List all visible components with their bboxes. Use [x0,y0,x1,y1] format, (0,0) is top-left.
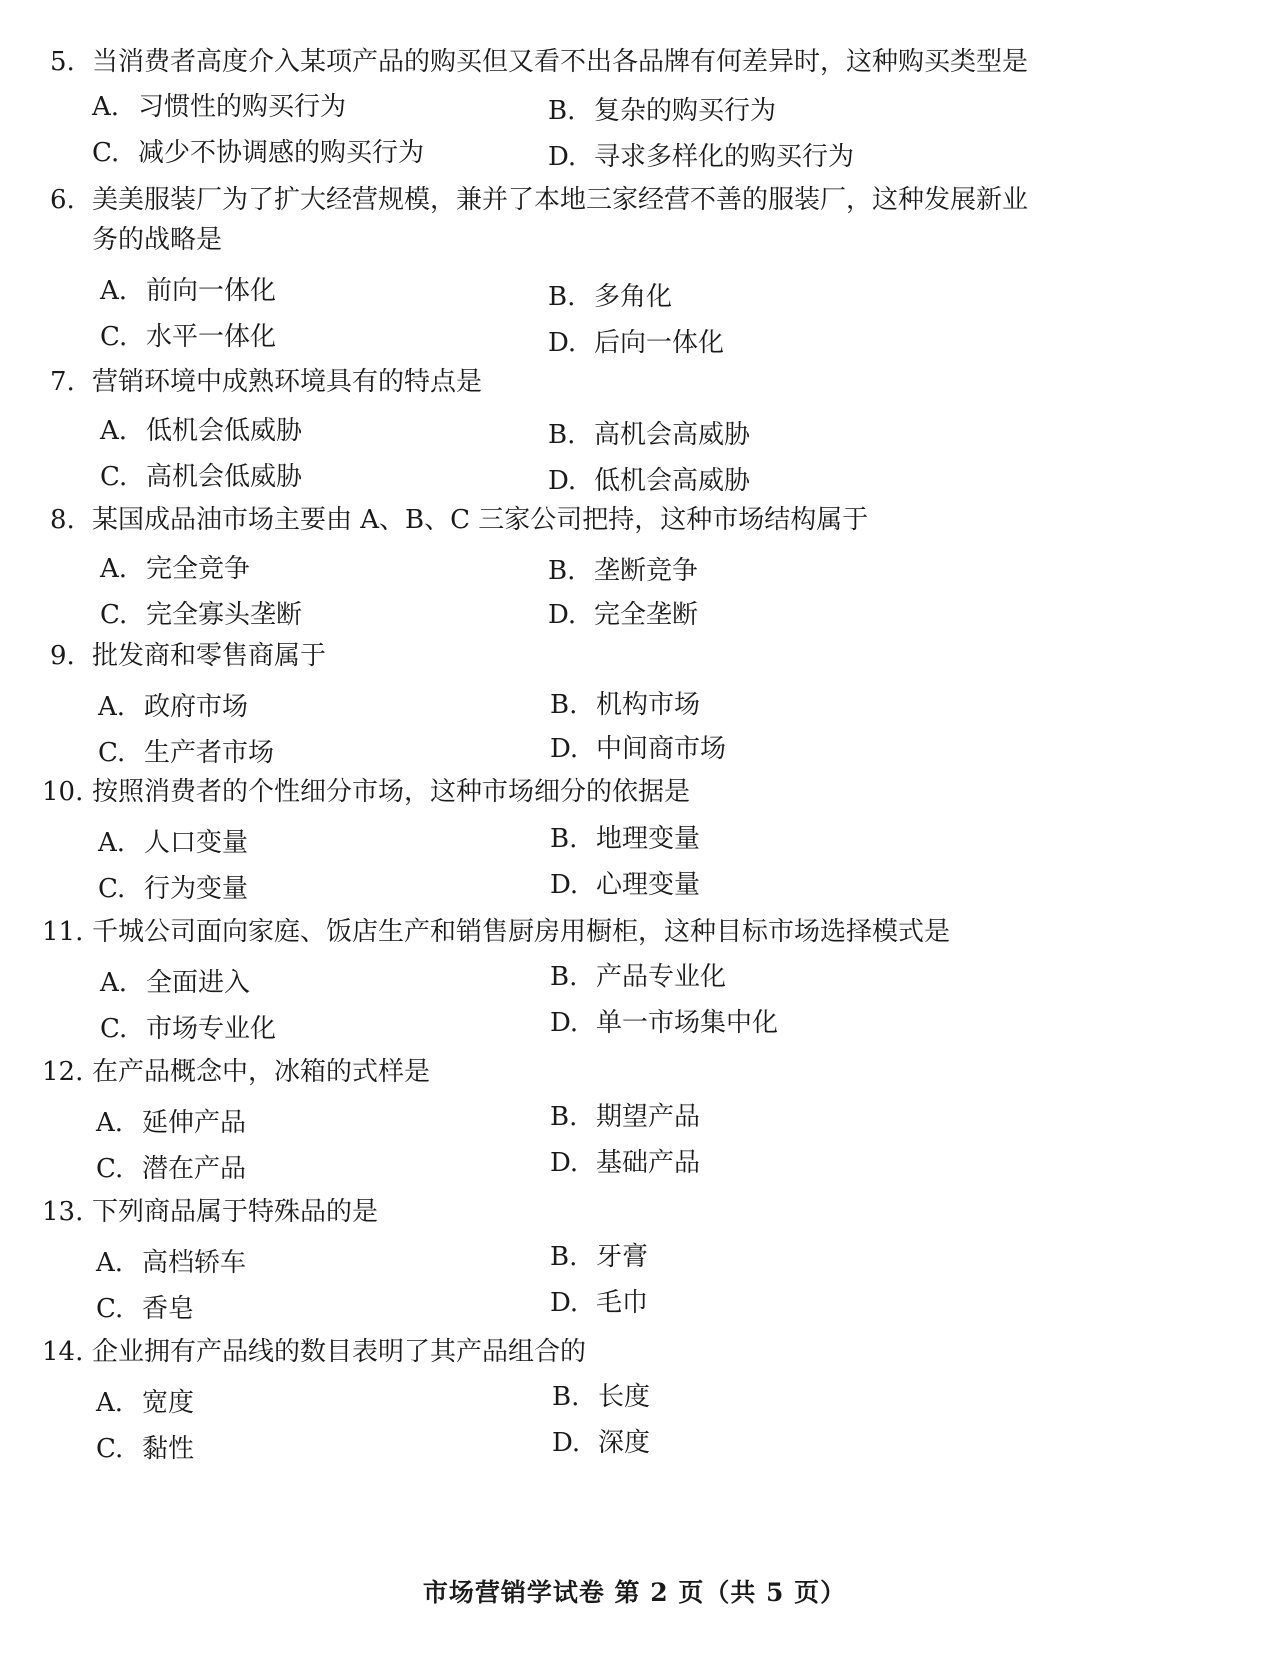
option-c[interactable]: C. 减少不协调感的购买行为 [92,138,425,168]
option-b[interactable]: B. 期望产品 [550,1102,701,1132]
option-c[interactable]: C. 高机会低威胁 [100,462,303,492]
question-7 [50,362,1050,494]
question-6 [50,180,1050,358]
question-number: 14. [42,1337,84,1367]
option-c[interactable]: C. 潜在产品 [96,1154,247,1184]
option-d[interactable]: D. 毛巾 [550,1288,649,1318]
options [50,402,1050,494]
options [50,676,1050,768]
question-number: 12. [42,1057,84,1087]
question-stem [50,180,1050,220]
question-text: 按照消费者的个性细分市场，这种市场细分的依据是 [92,777,691,807]
option-d[interactable]: D. 低机会高威胁 [548,466,751,496]
question-text: 千城公司面向家庭、饭店生产和销售厨房用橱柜，这种目标市场选择模式是 [92,917,951,947]
question-5 [50,42,1050,174]
option-a[interactable]: A. 低机会低威胁 [100,416,303,446]
question-text: 当消费者高度介入某项产品的购买但又看不出各品牌有何差异时，这种购买类型是 [92,47,1029,77]
option-a[interactable]: A. 习惯性的购买行为 [92,92,347,122]
options [50,1372,1050,1464]
options [50,812,1050,904]
option-d[interactable]: D. 后向一体化 [548,328,725,358]
option-b[interactable]: B. 地理变量 [550,824,701,854]
option-d[interactable]: D. 完全垄断 [548,600,699,630]
options [50,1092,1050,1184]
option-b[interactable]: B. 多角化 [548,282,673,312]
option-a[interactable]: A. 完全竞争 [100,554,251,584]
option-a[interactable]: A. 高档轿车 [96,1248,247,1278]
question-number: 6. [50,185,75,215]
question-text-continued: 务的战略是 [92,225,223,255]
question-text: 美美服装厂为了扩大经营规模，兼并了本地三家经营不善的服装厂，这种发展新业 [92,185,1029,215]
question-14 [42,1332,1050,1464]
options [50,1232,1050,1324]
option-a[interactable]: A. 全面进入 [100,968,251,998]
question-stem [50,42,1050,82]
option-d[interactable]: D. 中间商市场 [550,734,727,764]
question-text: 营销环境中成熟环境具有的特点是 [92,367,483,397]
option-b[interactable]: B. 牙膏 [550,1242,649,1272]
question-stem [42,772,1050,812]
question-text: 批发商和零售商属于 [92,641,327,671]
option-a[interactable]: A. 人口变量 [98,828,249,858]
option-a[interactable]: A. 前向一体化 [100,276,277,306]
question-number: 9. [50,641,75,671]
question-stem [42,912,1050,952]
option-a[interactable]: A. 宽度 [96,1388,195,1418]
option-d[interactable]: D. 深度 [552,1428,651,1458]
question-9 [50,636,1050,768]
option-b[interactable]: B. 产品专业化 [550,962,727,992]
option-b[interactable]: B. 高机会高威胁 [548,420,751,450]
option-c[interactable]: C. 行为变量 [98,874,249,904]
question-stem [50,500,1050,540]
option-d[interactable]: D. 基础产品 [550,1148,701,1178]
question-8 [50,500,1050,632]
question-stem [42,1192,1050,1232]
option-d[interactable]: D. 寻求多样化的购买行为 [548,142,855,172]
option-c[interactable]: C. 香皂 [96,1294,195,1324]
question-11 [42,912,1050,1044]
question-stem [50,362,1050,402]
option-c[interactable]: C. 完全寡头垄断 [100,600,303,630]
option-c[interactable]: C. 水平一体化 [100,322,277,352]
question-text: 企业拥有产品线的数目表明了其产品组合的 [92,1337,587,1367]
option-d[interactable]: D. 心理变量 [550,870,701,900]
question-number: 7. [50,367,75,397]
options [50,952,1050,1044]
question-number: 13. [42,1197,84,1227]
question-number: 11. [42,917,84,947]
question-text: 在产品概念中，冰箱的式样是 [92,1057,431,1087]
question-stem [42,1332,1050,1372]
option-c[interactable]: C. 市场专业化 [100,1014,277,1044]
question-number: 5. [50,47,75,77]
option-c[interactable]: C. 生产者市场 [98,738,275,768]
option-b[interactable]: B. 机构市场 [550,690,701,720]
options [50,540,1050,632]
question-stem [50,636,1050,676]
question-number: 8. [50,505,75,535]
question-12 [42,1052,1050,1184]
question-10 [42,772,1050,904]
option-b[interactable]: B. 复杂的购买行为 [548,96,777,126]
page-footer: 市场营销学试卷 第 2 页（共 5 页） [422,1578,847,1607]
options [50,260,1050,358]
option-a[interactable]: A. 延伸产品 [96,1108,247,1138]
options [50,82,1050,174]
option-c[interactable]: C. 黏性 [96,1434,195,1464]
option-a[interactable]: A. 政府市场 [98,692,249,722]
question-number: 10. [42,777,84,807]
question-stem [42,1052,1050,1092]
option-d[interactable]: D. 单一市场集中化 [550,1008,779,1038]
question-13 [42,1192,1050,1324]
option-b[interactable]: B. 长度 [552,1382,651,1412]
option-b[interactable]: B. 垄断竞争 [548,556,699,586]
question-text: 下列商品属于特殊品的是 [92,1197,379,1227]
question-text: 某国成品油市场主要由 A、B、C 三家公司把持，这种市场结构属于 [92,505,869,535]
